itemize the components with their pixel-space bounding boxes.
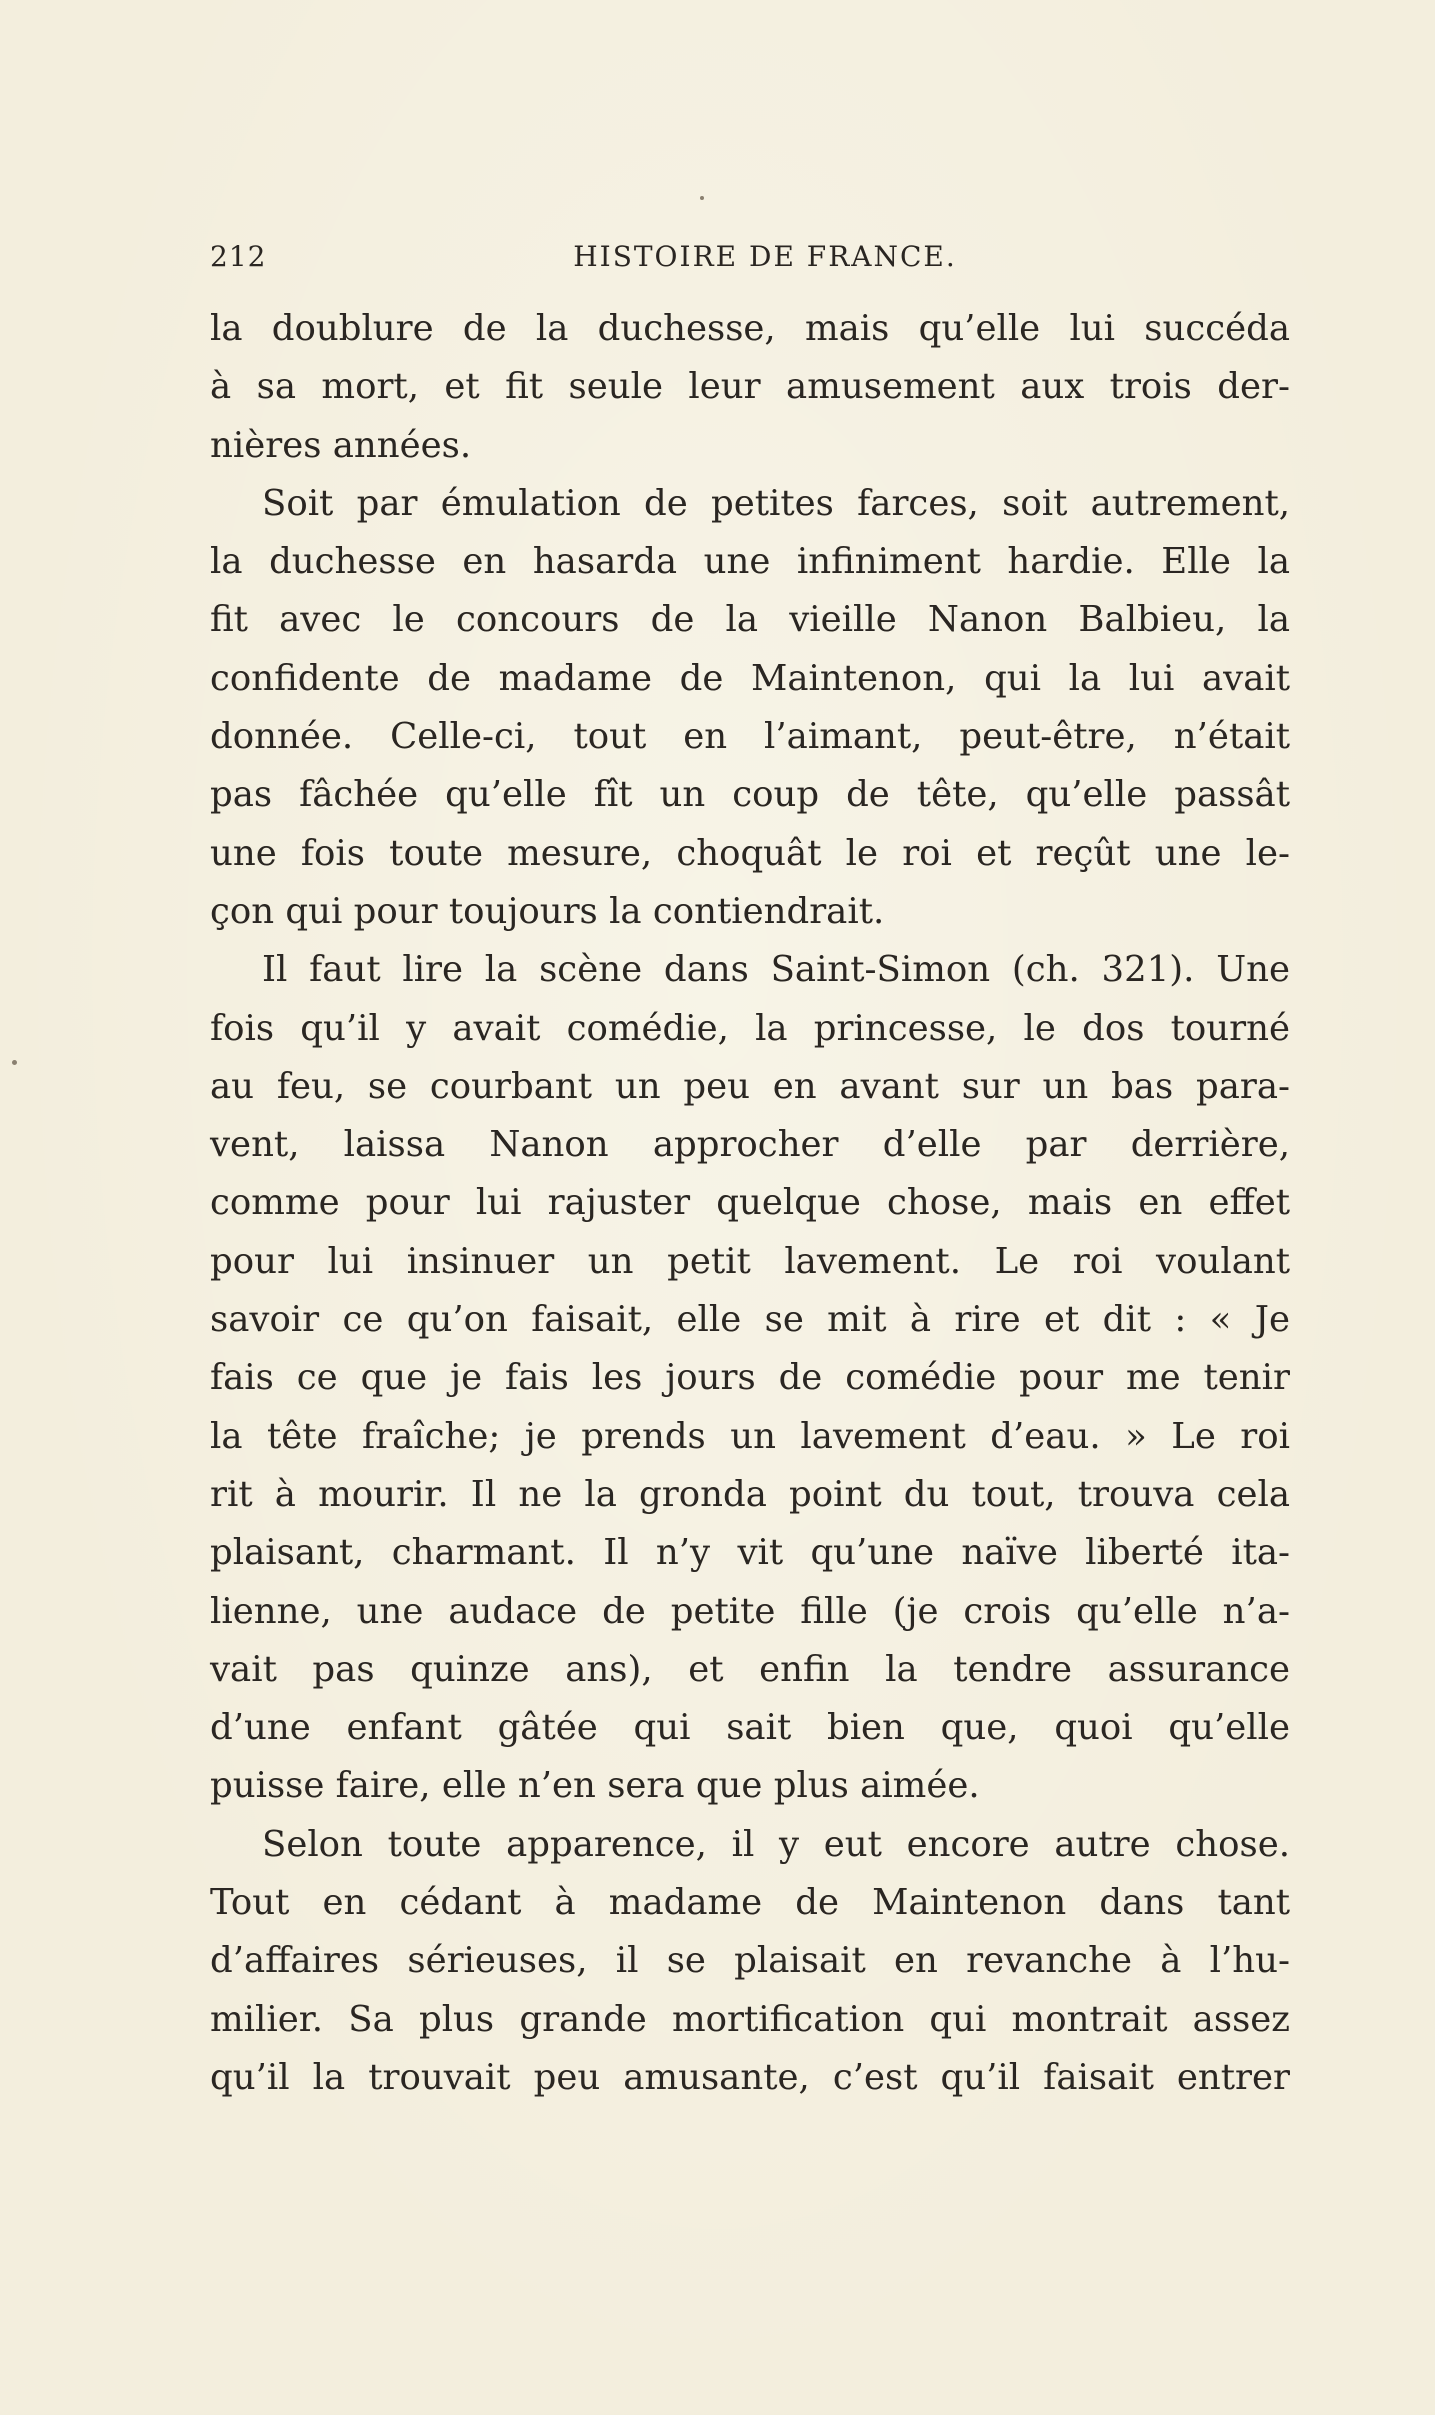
- text-line: qu’il la trouvait peu amusante, c’est qu’il faisait entrer: [210, 2056, 1290, 2098]
- text-line: d’une enfant gâtée qui sait bien que, quoi qu’elle: [210, 1707, 1290, 1749]
- page-speck: [700, 196, 704, 200]
- page-number: 212: [210, 240, 267, 273]
- text-line: Soit par émulation de petites farces, soit autrement,: [262, 482, 1290, 524]
- text-line: d’affaires sérieuses, il se plaisait en revanche à l’hu-: [210, 1940, 1290, 1982]
- text-line: vait pas quinze ans), et enfin la tendre assurance: [210, 1648, 1290, 1690]
- text-line: çon qui pour toujours la contiendrait.: [210, 890, 885, 932]
- text-line: nières années.: [210, 424, 472, 466]
- text-line: puisse faire, elle n’en sera que plus aimée.: [210, 1765, 980, 1807]
- text-line: au feu, se courbant un peu en avant sur un bas para-: [210, 1065, 1290, 1107]
- text-line: plaisant, charmant. Il n’y vit qu’une naïve liberté ita-: [210, 1532, 1290, 1574]
- text-line: pas fâchée qu’elle fît un coup de tête, qu’elle passât: [210, 774, 1290, 816]
- text-line: une fois toute mesure, choquât le roi et reçût une le-: [210, 832, 1290, 874]
- text-line: fois qu’il y avait comédie, la princesse, le dos tourné: [210, 1007, 1290, 1049]
- running-title: HISTOIRE DE FRANCE.: [573, 240, 957, 273]
- text-line: lienne, une audace de petite fille (je crois qu’elle n’a-: [210, 1590, 1290, 1632]
- text-line: fais ce que je fais les jours de comédie pour me tenir: [210, 1357, 1290, 1399]
- text-line: donnée. Celle-ci, tout en l’aimant, peut-être, n’était: [210, 716, 1290, 758]
- text-line: comme pour lui rajuster quelque chose, mais en effet: [210, 1182, 1290, 1224]
- running-header: [210, 240, 1280, 280]
- text-line: savoir ce qu’on faisait, elle se mit à rire et dit : « Je: [210, 1299, 1290, 1341]
- text-line: confidente de madame de Maintenon, qui la lui avait: [210, 657, 1290, 699]
- text-line: la duchesse en hasarda une infiniment hardie. Elle la: [210, 541, 1290, 583]
- text-line: fit avec le concours de la vieille Nanon Balbieu, la: [210, 599, 1290, 641]
- text-line: milier. Sa plus grande mortification qui montrait assez: [210, 1998, 1290, 2040]
- text-line: Tout en cédant à madame de Maintenon dans tant: [210, 1882, 1290, 1924]
- body-text: [210, 300, 1290, 2107]
- page-speck: [12, 1060, 17, 1065]
- text-line: vent, laissa Nanon approcher d’elle par derrière,: [210, 1124, 1290, 1166]
- text-line: rit à mourir. Il ne la gronda point du tout, trouva cela: [210, 1473, 1290, 1515]
- text-line: pour lui insinuer un petit lavement. Le roi voulant: [210, 1240, 1290, 1282]
- text-line: Il faut lire la scène dans Saint-Simon (ch. 321). Une: [262, 949, 1290, 991]
- text-line: la tête fraîche; je prends un lavement d’eau. » Le roi: [210, 1415, 1290, 1457]
- text-line: la doublure de la duchesse, mais qu’elle lui succéda: [210, 308, 1290, 349]
- text-line: à sa mort, et fit seule leur amusement aux trois der-: [210, 366, 1290, 408]
- text-line: Selon toute apparence, il y eut encore autre chose.: [262, 1823, 1290, 1865]
